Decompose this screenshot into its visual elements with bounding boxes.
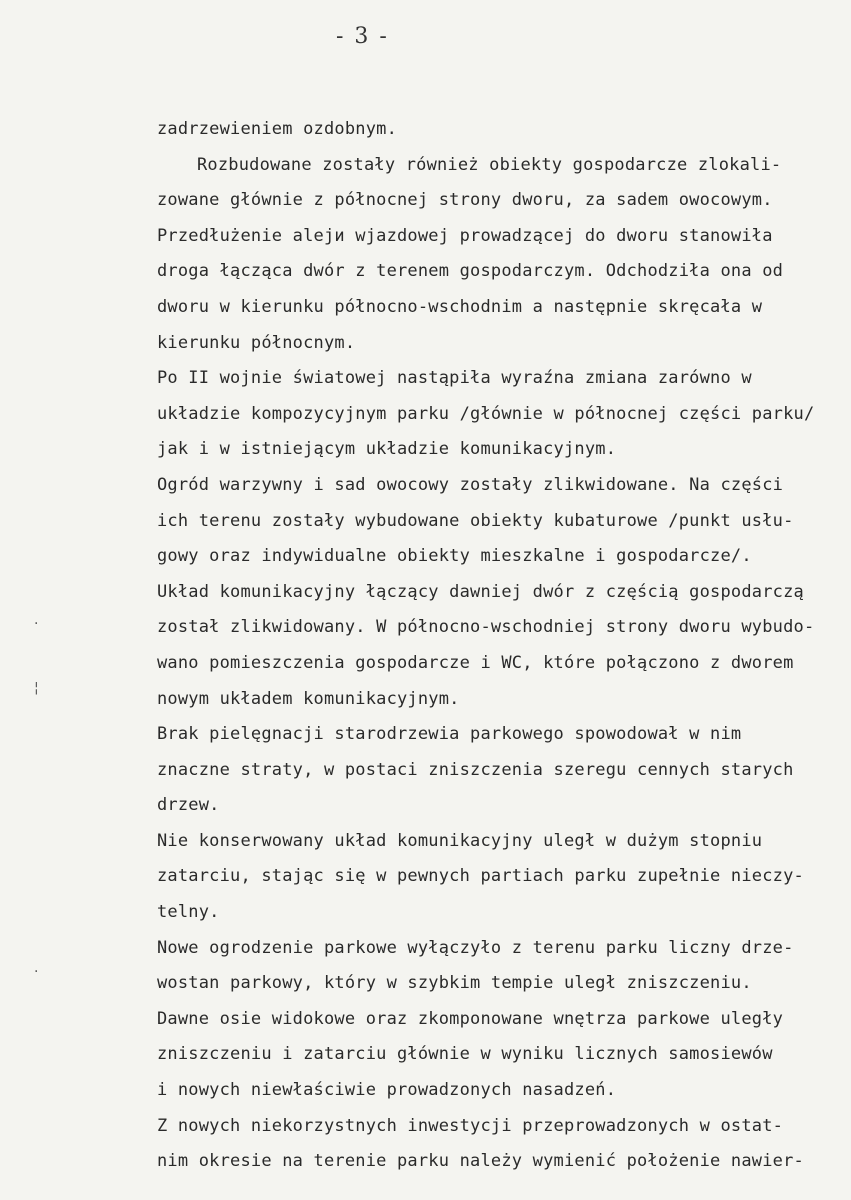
text-line: Rozbudowane zostały również obiekty gospodarcze zlokali-	[197, 154, 782, 175]
text-line: telny.	[157, 902, 220, 923]
text-line: kierunku północnym.	[157, 332, 356, 353]
text-line: zowane głównie z północnej strony dworu, za sadem owocowym.	[157, 190, 773, 211]
text-line: gowy oraz indywidualne obiekty mieszkalne i gospodarcze/.	[157, 546, 752, 567]
margin-mark: ¦	[34, 680, 39, 696]
text-line: jak i w istniejącym układzie komunikacyjnym.	[157, 439, 617, 460]
text-line: Nie konserwowany układ komunikacyjny uległ w dużym stopniu	[157, 830, 763, 851]
text-line: nowym układem komunikacyjnym.	[157, 688, 460, 709]
margin-mark: .	[34, 960, 39, 976]
text-line: drzew.	[157, 795, 220, 816]
text-line: Ogród warzywny i sad owocowy zostały zlikwidowane. Na części	[157, 474, 784, 495]
text-line: dworu w kierunku północno-wschodnim a następnie skręcała w	[157, 296, 763, 317]
text-line: wostan parkowy, który w szybkim tempie uległ zniszczeniu.	[157, 973, 752, 994]
text-line: Brak pielęgnacji starodrzewia parkowego spowodował w nim	[157, 724, 742, 745]
text-line: nim okresie na terenie parku należy wymienić położenie nawier-	[157, 1151, 804, 1172]
text-line: znaczne straty, w postaci zniszczenia szeregu cennych starych	[157, 759, 794, 780]
text-line: droga łącząca dwór z terenem gospodarczym. Odchodziła ona od	[157, 261, 784, 282]
text-line: Z nowych niekorzystnych inwestycji przeprowadzonych w ostat-	[157, 1115, 784, 1136]
text-line: Po II wojnie światowej nastąpiła wyraźna zmiana zarówno w	[157, 368, 752, 389]
document-body	[157, 112, 837, 1180]
text-line: Przedłużenie alejи wjazdowej prowadzącej do dworu stanowiła	[157, 225, 773, 246]
text-line: wano pomieszczenia gospodarcze i WC, które połączono z dworem	[157, 652, 794, 673]
text-line: ich terenu zostały wybudowane obiekty kubaturowe /punkt usłu-	[157, 510, 794, 531]
text-line: Układ komunikacyjny łączący dawniej dwór z częścią gospodarczą	[157, 581, 804, 602]
text-line: został zlikwidowany. W północno-wschodniej strony dworu wybudo-	[157, 617, 815, 638]
text-line: Dawne osie widokowe oraz zkomponowane wnętrza parkowe uległy	[157, 1008, 784, 1029]
text-line: zniszczeniu i zatarciu głównie w wyniku licznych samosiewów	[157, 1044, 773, 1065]
page-number: - 3 -	[336, 24, 389, 49]
text-line: układzie kompozycyjnym parku /głównie w północnej części parku/	[157, 403, 815, 424]
text-line: i nowych niewłaściwie prowadzonych nasadzeń.	[157, 1080, 617, 1101]
margin-mark: .	[34, 612, 39, 628]
text-line: Nowe ogrodzenie parkowe wyłączyło z terenu parku liczny drze-	[157, 937, 794, 958]
text-line: zatarciu, stając się w pewnych partiach parku zupełnie nieczy-	[157, 866, 804, 887]
text-line: zadrzewieniem ozdobnym.	[157, 119, 398, 139]
